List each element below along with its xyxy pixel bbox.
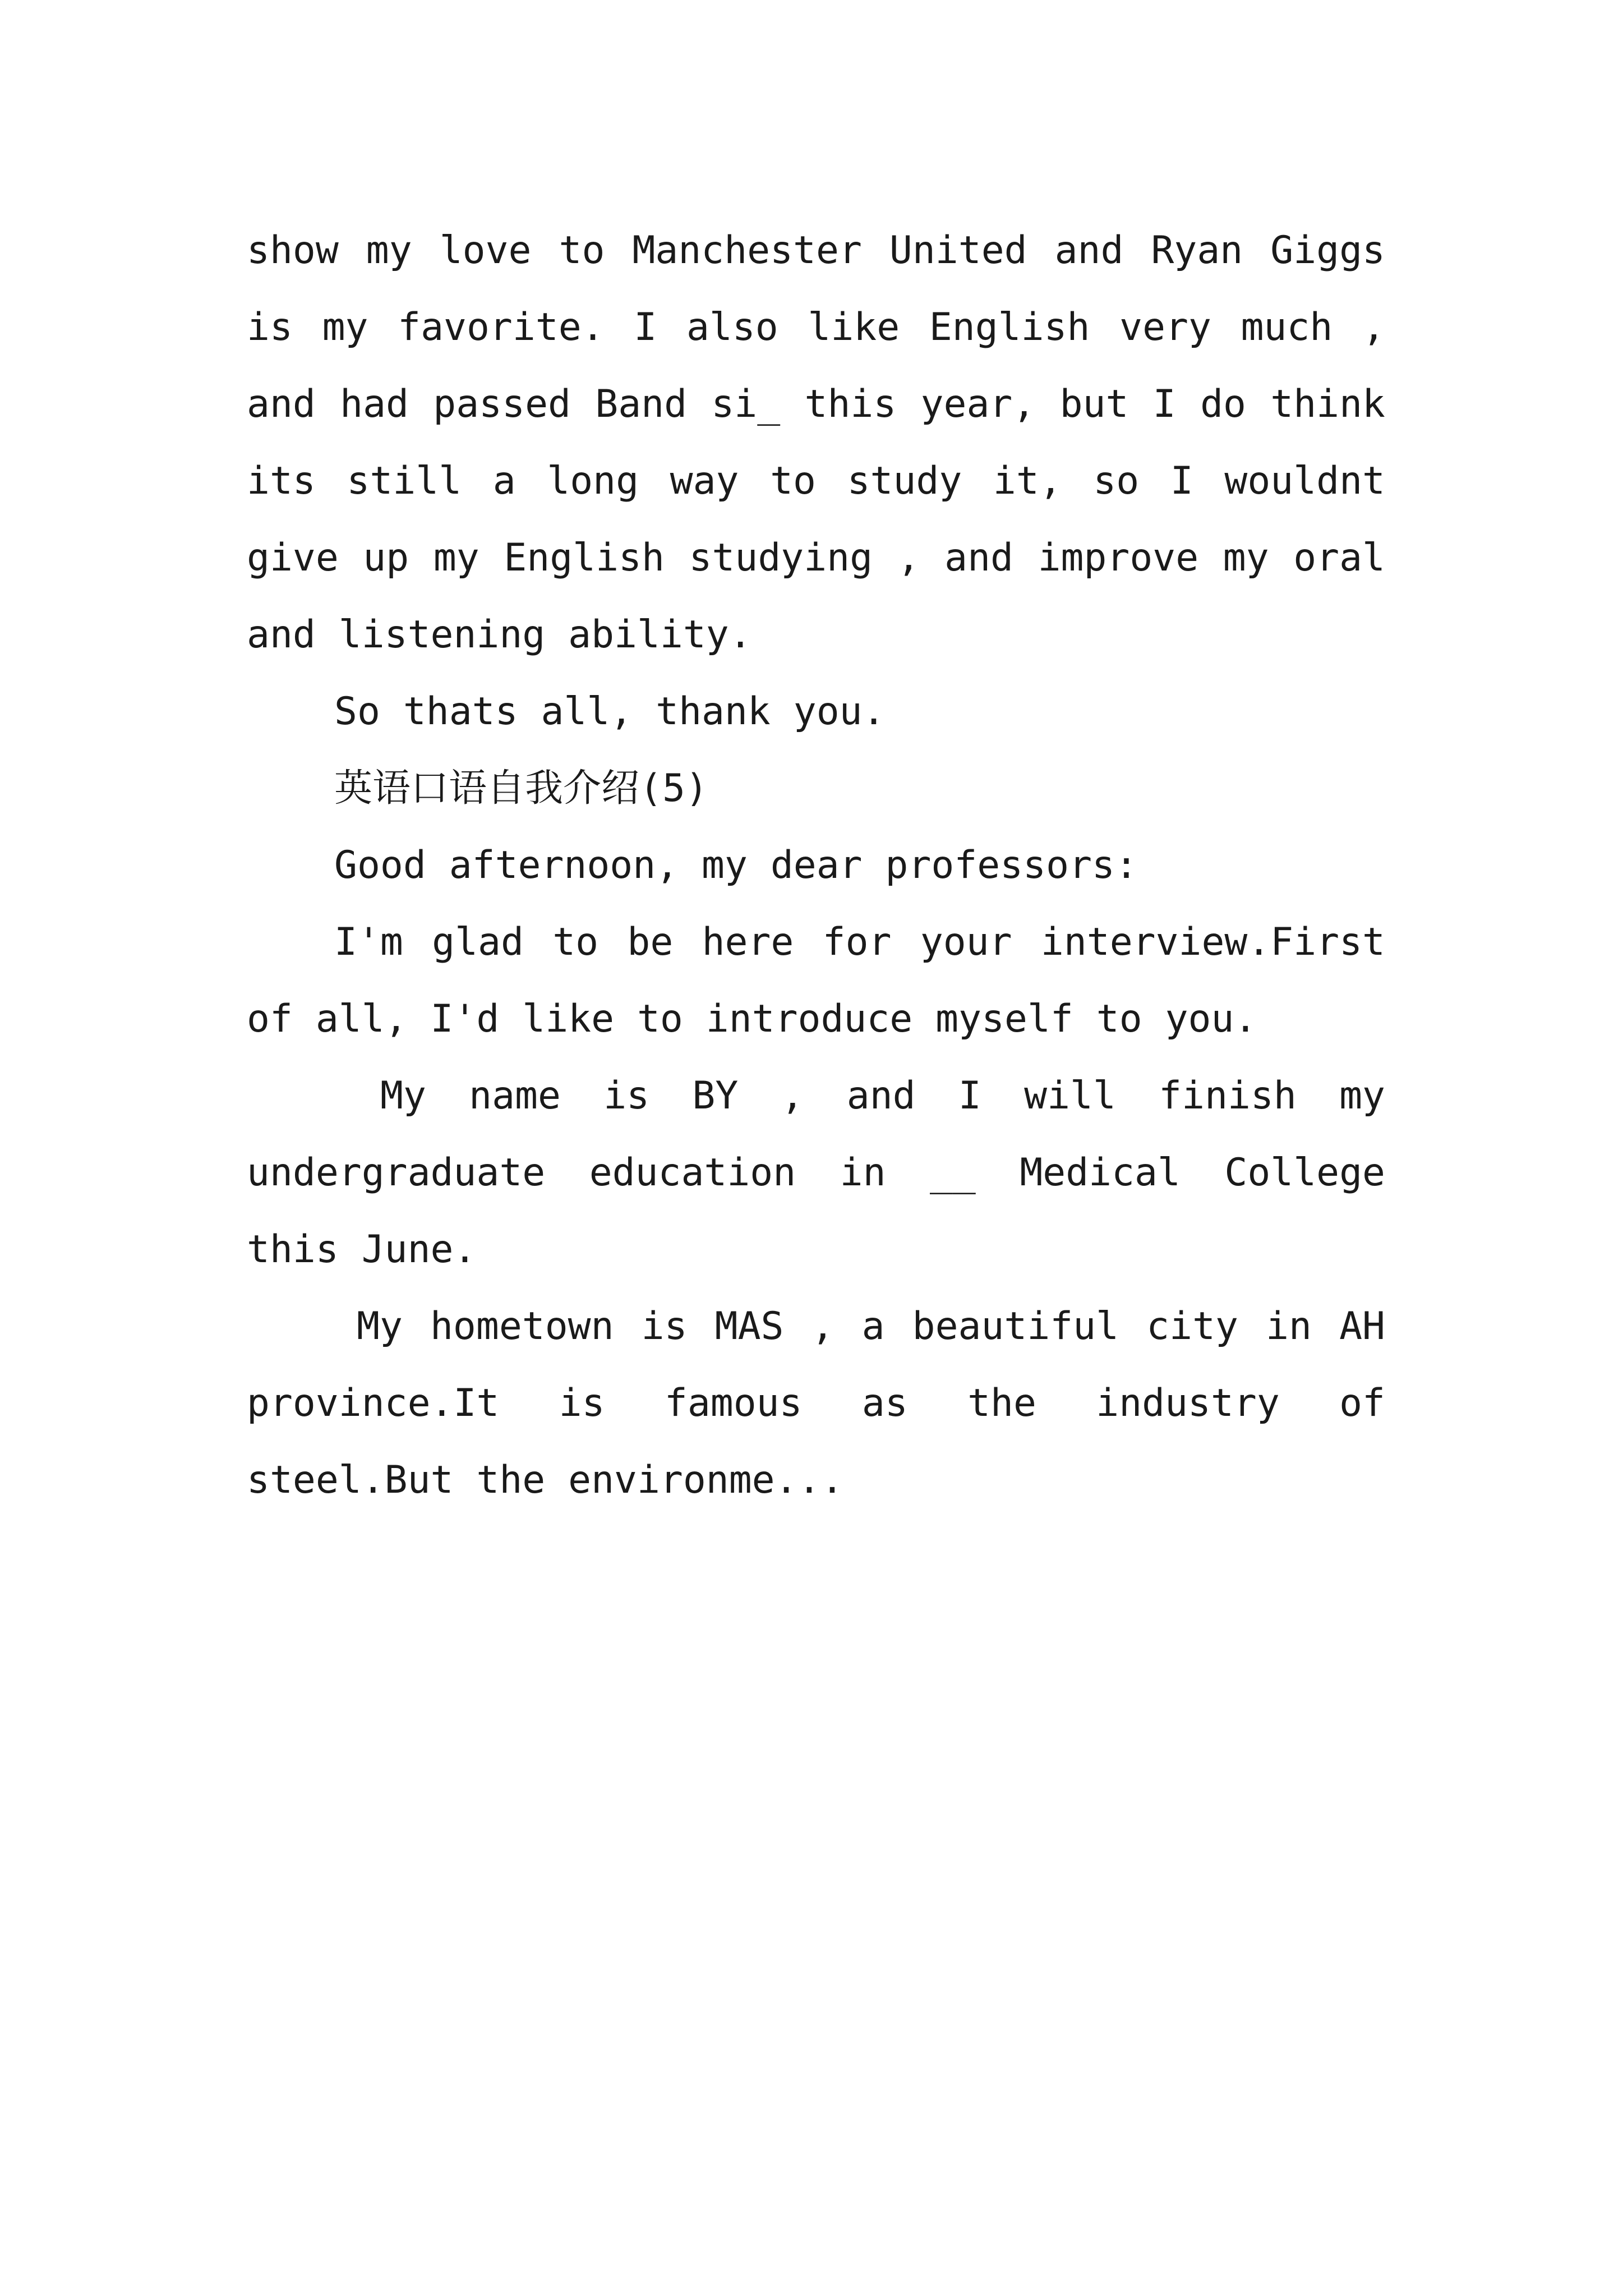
document-body [247, 212, 1385, 1519]
paragraph-intro: I'm glad to be here for your interview.First of all, I'd like to introduce myself to you. [247, 920, 1385, 1041]
paragraph-name: My name is BY , and I will finish my undergraduate education in __ Medical College this June. [247, 1074, 1385, 1272]
section-heading: 英语口语自我介绍(5) [334, 766, 708, 811]
paragraph-closing: So thats all, thank you. [334, 689, 886, 734]
paragraph-hometown: My hometown is MAS , a beautiful city in AH province.It is famous as the industry of steel.But the environme... [247, 1304, 1385, 1502]
paragraph-greeting: Good afternoon, my dear professors: [334, 843, 1138, 887]
paragraph-hobbies: show my love to Manchester United and Ryan Giggs is my favorite. I also like English very much , and had passed Band si_ this year, but I do think its still a long way to study it, so I wouldnt give up my English studying , and improve my oral and listening ability. [247, 228, 1385, 657]
